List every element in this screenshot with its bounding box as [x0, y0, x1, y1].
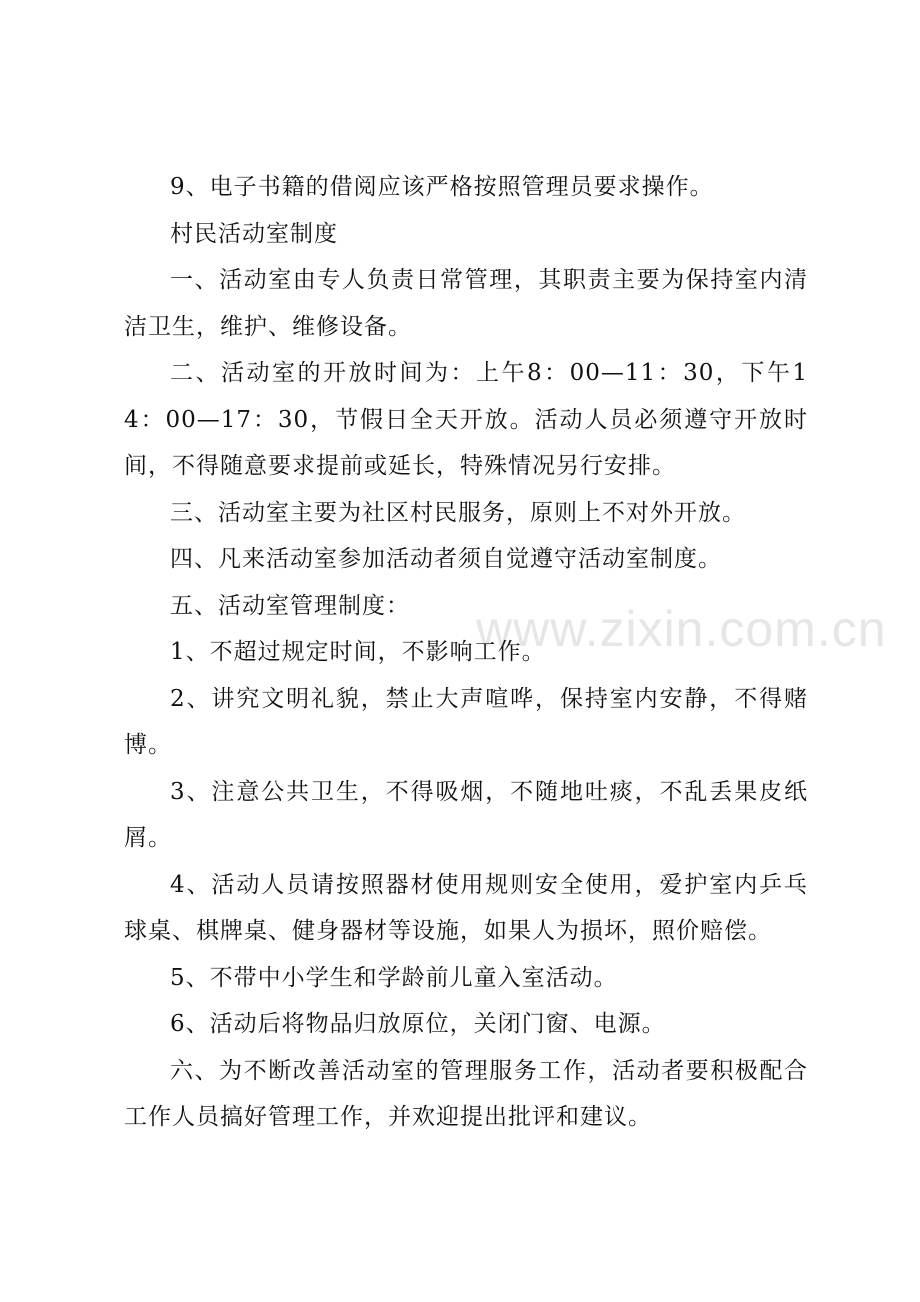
list-item-1: 1、不超过规定时间，不影响工作。: [170, 639, 546, 665]
paragraph-rule-2: 二、活动室的开放时间为：上午8：00—11：30，下午14：00—17：30，节假日全天开放。活动人员必须遵守开放时间，不得随意要求提前或延长，特殊情况另行安排。: [124, 360, 808, 479]
paragraph-rule-5: 五、活动室管理制度：: [170, 592, 410, 619]
paragraph-ebook-rule: 9、电子书籍的借阅应该严格按照管理员要求操作。: [170, 174, 714, 200]
list-item-4: 4、活动人员请按照器材使用规则安全使用，爱护室内乒乓球桌、棋牌桌、健身器材等设施，如果人为损坏，照价赔偿。: [124, 871, 808, 944]
paragraph-rule-1: 一、活动室由专人负责日常管理，其职责主要为保持室内清洁卫生，维护、维修设备。: [124, 267, 808, 340]
list-item-3: 3、注意公共卫生，不得吸烟，不随地吐痰，不乱丢果皮纸屑。: [124, 778, 808, 851]
paragraph-rule-3: 三、活动室主要为社区村民服务，原则上不对外开放。: [170, 499, 746, 526]
paragraph-rule-4: 四、凡来活动室参加活动者须自觉遵守活动室制度。: [170, 546, 722, 572]
document-body: [124, 164, 808, 1141]
section-title: 村民活动室制度: [170, 220, 338, 247]
list-item-5: 5、不带中小学生和学龄前儿童入室活动。: [170, 964, 618, 991]
list-item-2: 2、讲究文明礼貌，禁止大声喧哗，保持室内安静，不得赌博。: [124, 685, 808, 758]
list-item-6: 6、活动后将物品归放原位，关闭门窗、电源。: [170, 1011, 666, 1037]
watermark: www.zixin.com.cn: [476, 601, 887, 657]
paragraph-rule-6: 六、为不断改善活动室的管理服务工作，活动者要积极配合工作人员搞好管理工作，并欢迎提出批评和建议。: [124, 1057, 808, 1130]
